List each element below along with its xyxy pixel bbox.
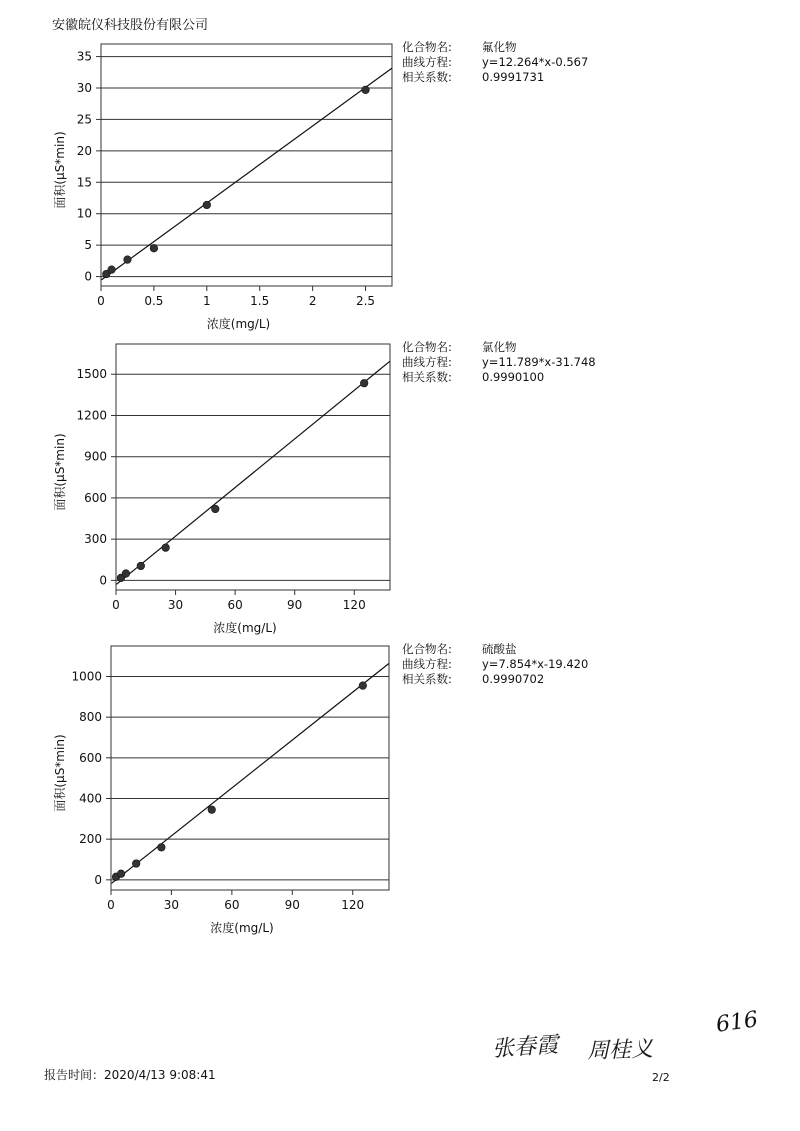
data-point (162, 544, 170, 552)
y-tick-label: 1000 (71, 669, 102, 684)
compound-name: 硫酸盐 (482, 642, 517, 656)
x-axis-title: 浓度(mg/L) (210, 921, 274, 935)
signature-2: 周桂义 (586, 1036, 654, 1065)
y-tick-label: 0 (99, 573, 107, 588)
y-axis-title: 面积(μS*min) (53, 734, 67, 812)
curve-equation: y=12.264*x-0.567 (482, 55, 589, 69)
y-tick-label: 400 (79, 791, 102, 806)
equation-label: 曲线方程: (402, 657, 452, 671)
data-point (150, 244, 158, 252)
chloride-info (402, 340, 596, 385)
regression-line (117, 361, 390, 584)
y-tick-label: 35 (76, 49, 92, 64)
sulfate-info (402, 642, 588, 687)
y-tick-label: 5 (84, 238, 92, 253)
x-tick-label: 90 (284, 898, 300, 912)
y-tick-label: 25 (76, 112, 92, 127)
data-point (137, 562, 145, 570)
data-point (124, 256, 132, 264)
plot-frame (101, 44, 392, 286)
x-axis-title: 浓度(mg/L) (206, 317, 271, 331)
report-time: 报告时间：2020/4/13 9:08:41 (44, 1068, 216, 1082)
correlation-value: 0.9990702 (482, 672, 545, 686)
compound-label: 化合物名: (402, 40, 452, 54)
x-tick-label: 0 (112, 598, 120, 612)
regression-line (102, 68, 392, 280)
y-tick-label: 300 (84, 532, 107, 547)
signature-1: 张春霞 (491, 1032, 559, 1063)
x-tick-label: 0 (107, 898, 115, 912)
curve-equation: y=7.854*x-19.420 (482, 657, 589, 671)
x-tick-label: 30 (163, 898, 180, 912)
data-point (203, 201, 211, 209)
y-tick-label: 0 (84, 269, 92, 284)
x-tick-label: 120 (341, 898, 365, 912)
equation-label: 曲线方程: (402, 355, 452, 369)
x-tick-label: 60 (224, 898, 240, 912)
y-tick-label: 30 (76, 81, 92, 95)
compound-label: 化合物名: (402, 642, 452, 656)
plot-frame (111, 646, 389, 890)
equation-label: 曲线方程: (402, 55, 452, 69)
x-tick-label: 30 (167, 598, 184, 612)
data-point (362, 86, 370, 94)
compound-name: 氟化物 (482, 40, 517, 54)
x-tick-label: 2 (308, 294, 317, 308)
sulfate-calibration-chart (0, 638, 400, 938)
y-tick-label: 15 (76, 175, 92, 190)
data-point (359, 682, 367, 690)
x-tick-label: 120 (342, 598, 366, 612)
plot-frame (116, 344, 390, 590)
x-tick-label: 0.5 (144, 294, 164, 308)
compound-name: 氯化物 (482, 340, 517, 354)
x-tick-label: 2.5 (355, 294, 376, 308)
correlation-value: 0.9990100 (482, 370, 545, 384)
x-tick-label: 1 (202, 294, 211, 308)
regression-line (112, 663, 389, 883)
x-tick-label: 60 (227, 598, 243, 612)
y-tick-label: 10 (76, 206, 92, 221)
page-number: 2/2 (652, 1071, 670, 1084)
correlation-label: 相关系数: (402, 672, 452, 686)
chloride-calibration-chart (0, 336, 400, 636)
x-tick-label: 1.5 (250, 294, 270, 308)
data-point (208, 806, 216, 814)
company-name: 安徽皖仪科技股份有限公司 (52, 18, 209, 33)
y-tick-label: 600 (84, 490, 107, 505)
handwritten-number: 616 (714, 1007, 760, 1038)
compound-label: 化合物名: (402, 340, 452, 354)
y-tick-label: 800 (79, 710, 102, 725)
fluoride-calibration-chart (0, 36, 400, 336)
x-tick-label: 90 (287, 598, 303, 612)
data-point (117, 870, 125, 878)
data-point (108, 266, 116, 274)
correlation-label: 相关系数: (402, 70, 452, 84)
y-tick-label: 20 (76, 143, 92, 158)
y-tick-label: 1500 (76, 367, 107, 382)
correlation-value: 0.9991731 (482, 70, 545, 84)
data-point (211, 505, 219, 513)
x-axis-title: 浓度(mg/L) (213, 621, 277, 635)
y-tick-label: 900 (84, 449, 107, 464)
y-tick-label: 600 (79, 750, 102, 765)
y-tick-label: 200 (79, 832, 102, 847)
x-tick-label: 0 (97, 294, 105, 308)
fluoride-info (402, 40, 588, 85)
data-point (360, 379, 368, 387)
curve-equation: y=11.789*x-31.748 (482, 355, 596, 369)
y-tick-label: 1200 (76, 408, 107, 423)
correlation-label: 相关系数: (402, 370, 452, 384)
y-tick-label: 0 (94, 872, 102, 887)
y-axis-title: 面积(μS*min) (53, 433, 67, 511)
data-point (158, 844, 166, 852)
data-point (122, 570, 130, 578)
y-axis-title: 面积(μS*min) (53, 131, 67, 209)
data-point (132, 860, 140, 868)
